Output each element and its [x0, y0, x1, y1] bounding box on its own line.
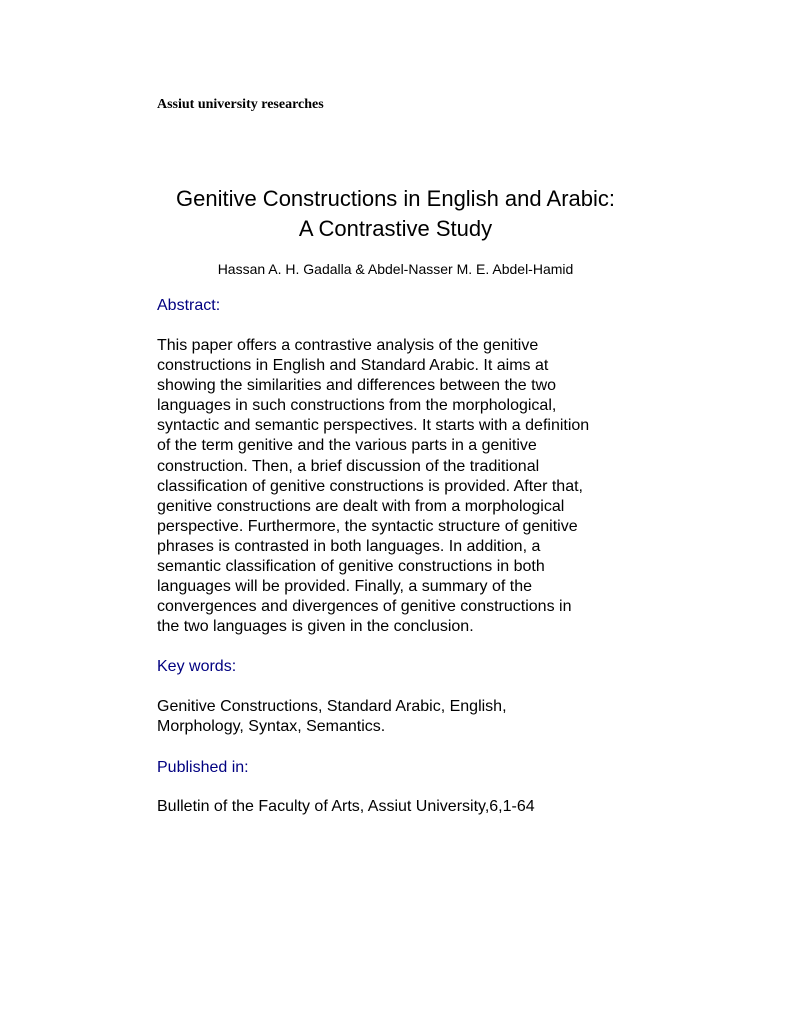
keywords-line: Morphology, Syntax, Semantics. [157, 718, 386, 736]
abstract-line: languages will be provided. Finally, a summary of the [157, 578, 532, 596]
abstract-line: convergences and divergences of genitive constructions in [157, 598, 572, 616]
abstract-line: construction. Then, a brief discussion of the traditional [157, 457, 540, 475]
abstract-heading: Abstract: [157, 297, 221, 314]
published-line: Bulletin of the Faculty of Arts, Assiut University,6,1-64 [157, 798, 535, 815]
abstract-line: This paper offers a contrastive analysis of the genitive [157, 337, 539, 354]
published-text [157, 797, 637, 817]
abstract-line: genitive constructions are dealt with from a morphological [157, 497, 565, 515]
abstract-line: of the term genitive and the various parts in a genitive [157, 437, 537, 455]
paper-title [0, 184, 791, 244]
paper-title-line-1: Genitive Constructions in English and Arabic: [175, 186, 615, 211]
abstract-line: phrases is contrasted in both languages. In addition, a [157, 537, 541, 555]
authors: Hassan A. H. Gadalla & Abdel-Nasser M. E. Abdel-Hamid [217, 261, 574, 277]
source-label: Assiut university researches [157, 97, 324, 112]
abstract-line: showing the similarities and differences between the two [157, 377, 557, 395]
abstract-line: the two languages is given in the conclusion. [157, 618, 474, 636]
abstract-line: languages in such constructions from the morphological, [157, 397, 557, 415]
keywords-text [157, 697, 637, 737]
keywords-line: Genitive Constructions, Standard Arabic, English, [157, 698, 507, 715]
abstract-line: classification of genitive constructions is provided. After that, [157, 477, 583, 495]
abstract-line: syntactic and semantic perspectives. It starts with a definition [157, 417, 590, 435]
paper-title-line-2: A Contrastive Study [298, 216, 493, 241]
abstract-text [157, 336, 637, 637]
keywords-heading: Key words: [157, 658, 237, 675]
published-heading: Published in: [157, 759, 249, 776]
abstract-line: perspective. Furthermore, the syntactic structure of genitive [157, 517, 578, 535]
abstract-line: semantic classification of genitive constructions in both [157, 558, 545, 576]
abstract-line: constructions in English and Standard Arabic. It aims at [157, 357, 549, 375]
